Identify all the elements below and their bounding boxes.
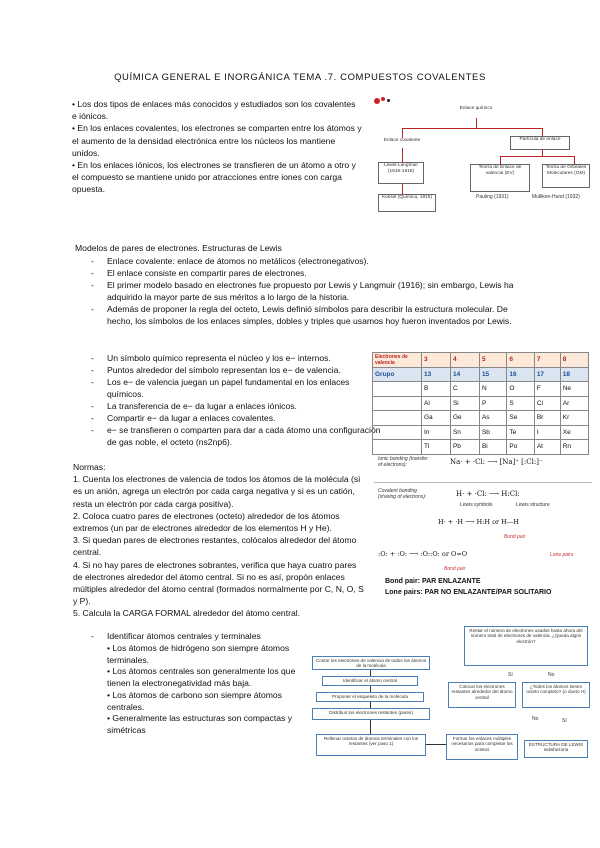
lewis-structure-label: Lewis structure xyxy=(516,502,550,508)
symbol-item: - Un símbolo químico representa el núcleo y los e− internos. xyxy=(91,352,381,364)
diagram-om: Teoría de Orbitales Moleculares (OM) xyxy=(542,164,590,188)
intro-line: • En los enlaces iónicos, los electrones se transfieren de un átomo a otro y el compuesto se mantiene unido por atracciones entre iones con carga opuesta. xyxy=(72,160,356,195)
element-cell: Ga xyxy=(422,411,451,426)
table-header-cell: 5 xyxy=(479,353,506,368)
diagram-lewis-langmuir: Lewis-Langmuir (1916-1919) xyxy=(378,162,424,184)
normas-heading: Normas: xyxy=(73,462,106,472)
table-group-cell: 16 xyxy=(507,367,534,382)
table-group-cell: 18 xyxy=(560,367,588,382)
flow-step-5: Rellenar octetos de átomos terminales con los restantes (ver paso 1) xyxy=(316,734,426,756)
table-header-cell: 7 xyxy=(534,353,560,368)
flow-step-4: Distribuir los electrones restantes (pares) xyxy=(312,708,430,720)
element-cell: Pb xyxy=(450,440,479,455)
lewis-heading: Modelos de pares de electrones. Estructuras de Lewis xyxy=(75,243,282,253)
flow-no: No xyxy=(548,672,555,678)
diagram-mulliken: Mulliken-Hund (1932) xyxy=(532,194,580,200)
page-title: QUÍMICA GENERAL E INORGÁNICA TEMA .7. COMPUESTOS COVALENTES xyxy=(114,72,486,83)
lone-pairs-label: Lone pairs xyxy=(550,552,574,558)
element-cell: Ar xyxy=(560,396,588,411)
table-header-cell: 4 xyxy=(450,353,479,368)
diagram-covalent: Enlace covalente xyxy=(380,138,424,148)
symbol-item: - La transferencia de e− da lugar a enlaces iónicos. xyxy=(91,400,381,412)
table-group-label: Grupo xyxy=(373,367,422,382)
flow-no-2: No xyxy=(532,716,539,722)
element-cell: Tl xyxy=(422,440,451,455)
table-header-cell: 3 xyxy=(422,353,451,368)
intro-line: • Los dos tipos de enlaces más conocidos y estudiados son los covalentes e iónicos. xyxy=(72,99,356,122)
valence-table xyxy=(372,352,589,455)
element-cell: F xyxy=(534,382,560,397)
flow-yes-2: Sí xyxy=(562,718,567,724)
symbol-item: - Los e− de valencia juegan un papel fundamental en los enlaces químicos. xyxy=(91,376,381,400)
element-cell: C xyxy=(450,382,479,397)
h2-equation: H· + ·H ⟶ H:H or H—H xyxy=(438,518,520,526)
normas-sub-item: • Los átomos de carbono son siempre átomos centrales. xyxy=(107,689,282,712)
element-cell: N xyxy=(479,382,506,397)
element-cell: Br xyxy=(534,411,560,426)
bond-caption-2: Lone pairs: PAR NO ENLAZANTE/PAR SOLITARIO xyxy=(385,589,552,596)
element-cell: Cl xyxy=(534,396,560,411)
element-cell: O xyxy=(507,382,534,397)
element-cell: B xyxy=(422,382,451,397)
flow-octet-check: ¿Todos los átomos tienen octeto completo? (o dueto H) xyxy=(522,682,590,708)
lewis-item: - Enlace covalente: enlace de átomos no metálicos (electronegativos). xyxy=(91,255,531,267)
diagram-bond-particle: Partícula de enlace xyxy=(510,136,570,150)
element-cell: Si xyxy=(450,396,479,411)
bond-pair-label: Bond pair xyxy=(504,534,526,540)
element-cell: Sn xyxy=(450,425,479,440)
flow-multiple-bonds: Formar los enlaces múltiples necesarios para completar los octetos xyxy=(446,734,518,760)
table-group-cell: 17 xyxy=(534,367,560,382)
normas-step: 1. Cuenta los electrones de valencia de todos los átomos de la molécula (si es un anión, agrega un electrón por cada carga negativa y si es un catión, resta un electrón por cada carga positiva). xyxy=(73,474,361,509)
normas-step: 3. Si quedan pares de electrones restantes, colócalos alrededor del átomo central. xyxy=(73,535,357,558)
lewis-item: - El enlace consiste en compartir pares de electrones. xyxy=(91,267,531,279)
element-cell: P xyxy=(479,396,506,411)
flow-remaining: Restar el número de electrones usados hasta ahora del número total de electrones de valencia. ¿Queda algún electrón? xyxy=(464,626,588,666)
flow-lewis-result: ESTRUCTURA DE LEWIS satisfactoria xyxy=(524,740,588,758)
table-header-label: Electrones de valencia xyxy=(373,353,422,368)
normas-step: 5. Calcula la CARGA FORMAL alrededor del átomo central. xyxy=(73,608,301,619)
lewis-symbols-label: Lewis symbols xyxy=(460,502,493,508)
element-cell: Te xyxy=(507,425,534,440)
molecule-icon xyxy=(387,99,390,102)
element-cell: Rn xyxy=(560,440,588,455)
element-cell: I xyxy=(534,425,560,440)
element-cell: Sb xyxy=(479,425,506,440)
symbol-item: - Puntos alrededor del símbolo representan los e− de valencia. xyxy=(91,364,381,376)
bond-caption-1: Bond pair: PAR ENLAZANTE xyxy=(385,578,481,585)
table-group-cell: 15 xyxy=(479,367,506,382)
table-group-cell: 13 xyxy=(422,367,451,382)
lewis-item: - El primer modelo basado en electrones fue propuesto por Lewis y Langmuir (1916); sin embargo, Lewis ha adquirido la mayor parte de sus méritos a lo largo de la historia. xyxy=(91,279,531,303)
element-cell: Xe xyxy=(560,425,588,440)
element-cell: Bi xyxy=(479,440,506,455)
lewis-list xyxy=(91,255,531,327)
element-cell: Se xyxy=(507,411,534,426)
normas-section xyxy=(73,461,368,620)
table-header-cell: 6 xyxy=(507,353,534,368)
ionic-equation: Na· + ·Cl: ⟶ [Na]⁺ [:Cl:]⁻ xyxy=(450,458,543,466)
ionic-label: Ionic bonding (transfer of electrons): xyxy=(378,456,428,468)
element-cell: Ge xyxy=(450,411,479,426)
flow-yes: Sí xyxy=(508,672,513,678)
lewis-flowchart xyxy=(308,616,592,786)
element-cell: Kr xyxy=(560,411,588,426)
normas-step: 2. Coloca cuatro pares de electrones (octeto) alrededor de los átomos extremos (un par de electrones alrededor de los elementos H y He). xyxy=(73,510,340,534)
diagram-ev: Teoría de Enlace de valencia (EV) xyxy=(470,164,530,192)
normas-sub-item: • Los átomos de hidrógeno son siempre átomos terminales. xyxy=(107,643,290,665)
intro-line: • En los enlaces covalentes, los electrones se comparten entre los átomos y el aumento de la densidad electrónica entre los núcleos los mantiene unidos. xyxy=(72,123,362,158)
covalent-label: Covalent bonding (sharing of electrons): xyxy=(378,488,427,500)
symbol-item: - e− se transfieren o comparten para dar a cada átomo una configuración de gas noble, el octeto (ns2np6). xyxy=(91,424,381,448)
covalent-equation: H· + ·Cl: ⟶ H:Cl: xyxy=(456,490,520,498)
element-cell: Ne xyxy=(560,382,588,397)
bond-hierarchy-diagram xyxy=(372,96,592,216)
element-cell: At xyxy=(534,440,560,455)
normas-sub-items xyxy=(107,643,307,737)
diagram-kossel: Kossel (Química, 1916) xyxy=(378,194,436,212)
flow-step-2: Identificar el átomo central xyxy=(322,676,418,686)
normas-sub-list xyxy=(91,630,301,642)
flow-step-3: Proponer el esqueleto de la molécula xyxy=(316,692,424,702)
element-cell: Po xyxy=(507,440,534,455)
normas-sub-item: • Los átomos centrales son generalmente los que tienen la electronegatividad más baja. xyxy=(107,666,296,689)
element-cell: S xyxy=(507,396,534,411)
flow-step-1: Contar los electrones de valencia de todos los átomos de la molécula xyxy=(312,656,430,670)
normas-step: 4. Si no hay pares de electrones sobrantes, verifica que haya cuatro pares de electrones alrededor del átomo central. Si no es así, propón enlaces múltiples alrededor del átomo central (formados normalmente por C, N, O, S y P). xyxy=(73,559,364,607)
lewis-item: - Además de proponer la regla del octeto, Lewis definió símbolos para describir la estructura molecular. De hecho, los símbolos de los enlaces simples, dobles y triples que usamos hoy fueron inventados por Lewis. xyxy=(91,303,531,327)
molecule-icon xyxy=(374,98,380,104)
diagram-pauling: Pauling (1931) xyxy=(476,194,509,200)
element-cell: Al xyxy=(422,396,451,411)
element-cell: As xyxy=(479,411,506,426)
o2-equation: :O: + :O: ⟶ :O::O: or O=O xyxy=(378,550,468,558)
bond-pair-label-2: Bond pair xyxy=(444,566,466,572)
table-group-cell: 14 xyxy=(450,367,479,382)
diagram-root: Enlace químico xyxy=(448,106,504,118)
normas-sub-item: • Generalmente las estructuras son compactas y simétricas xyxy=(107,713,292,735)
intro-text xyxy=(72,98,362,196)
symbol-list xyxy=(91,352,381,448)
bonding-figure xyxy=(374,454,592,574)
molecule-icon xyxy=(381,97,385,101)
normas-sub-heading: - Identificar átomos centrales y terminales xyxy=(91,630,301,642)
flow-place-central: Colocar los electrones restantes alrededor del átomo central xyxy=(448,682,516,708)
symbol-item: - Compartir e− da lugar a enlaces covalentes. xyxy=(91,412,381,424)
table-header-cell: 8 xyxy=(560,353,588,368)
element-cell: In xyxy=(422,425,451,440)
